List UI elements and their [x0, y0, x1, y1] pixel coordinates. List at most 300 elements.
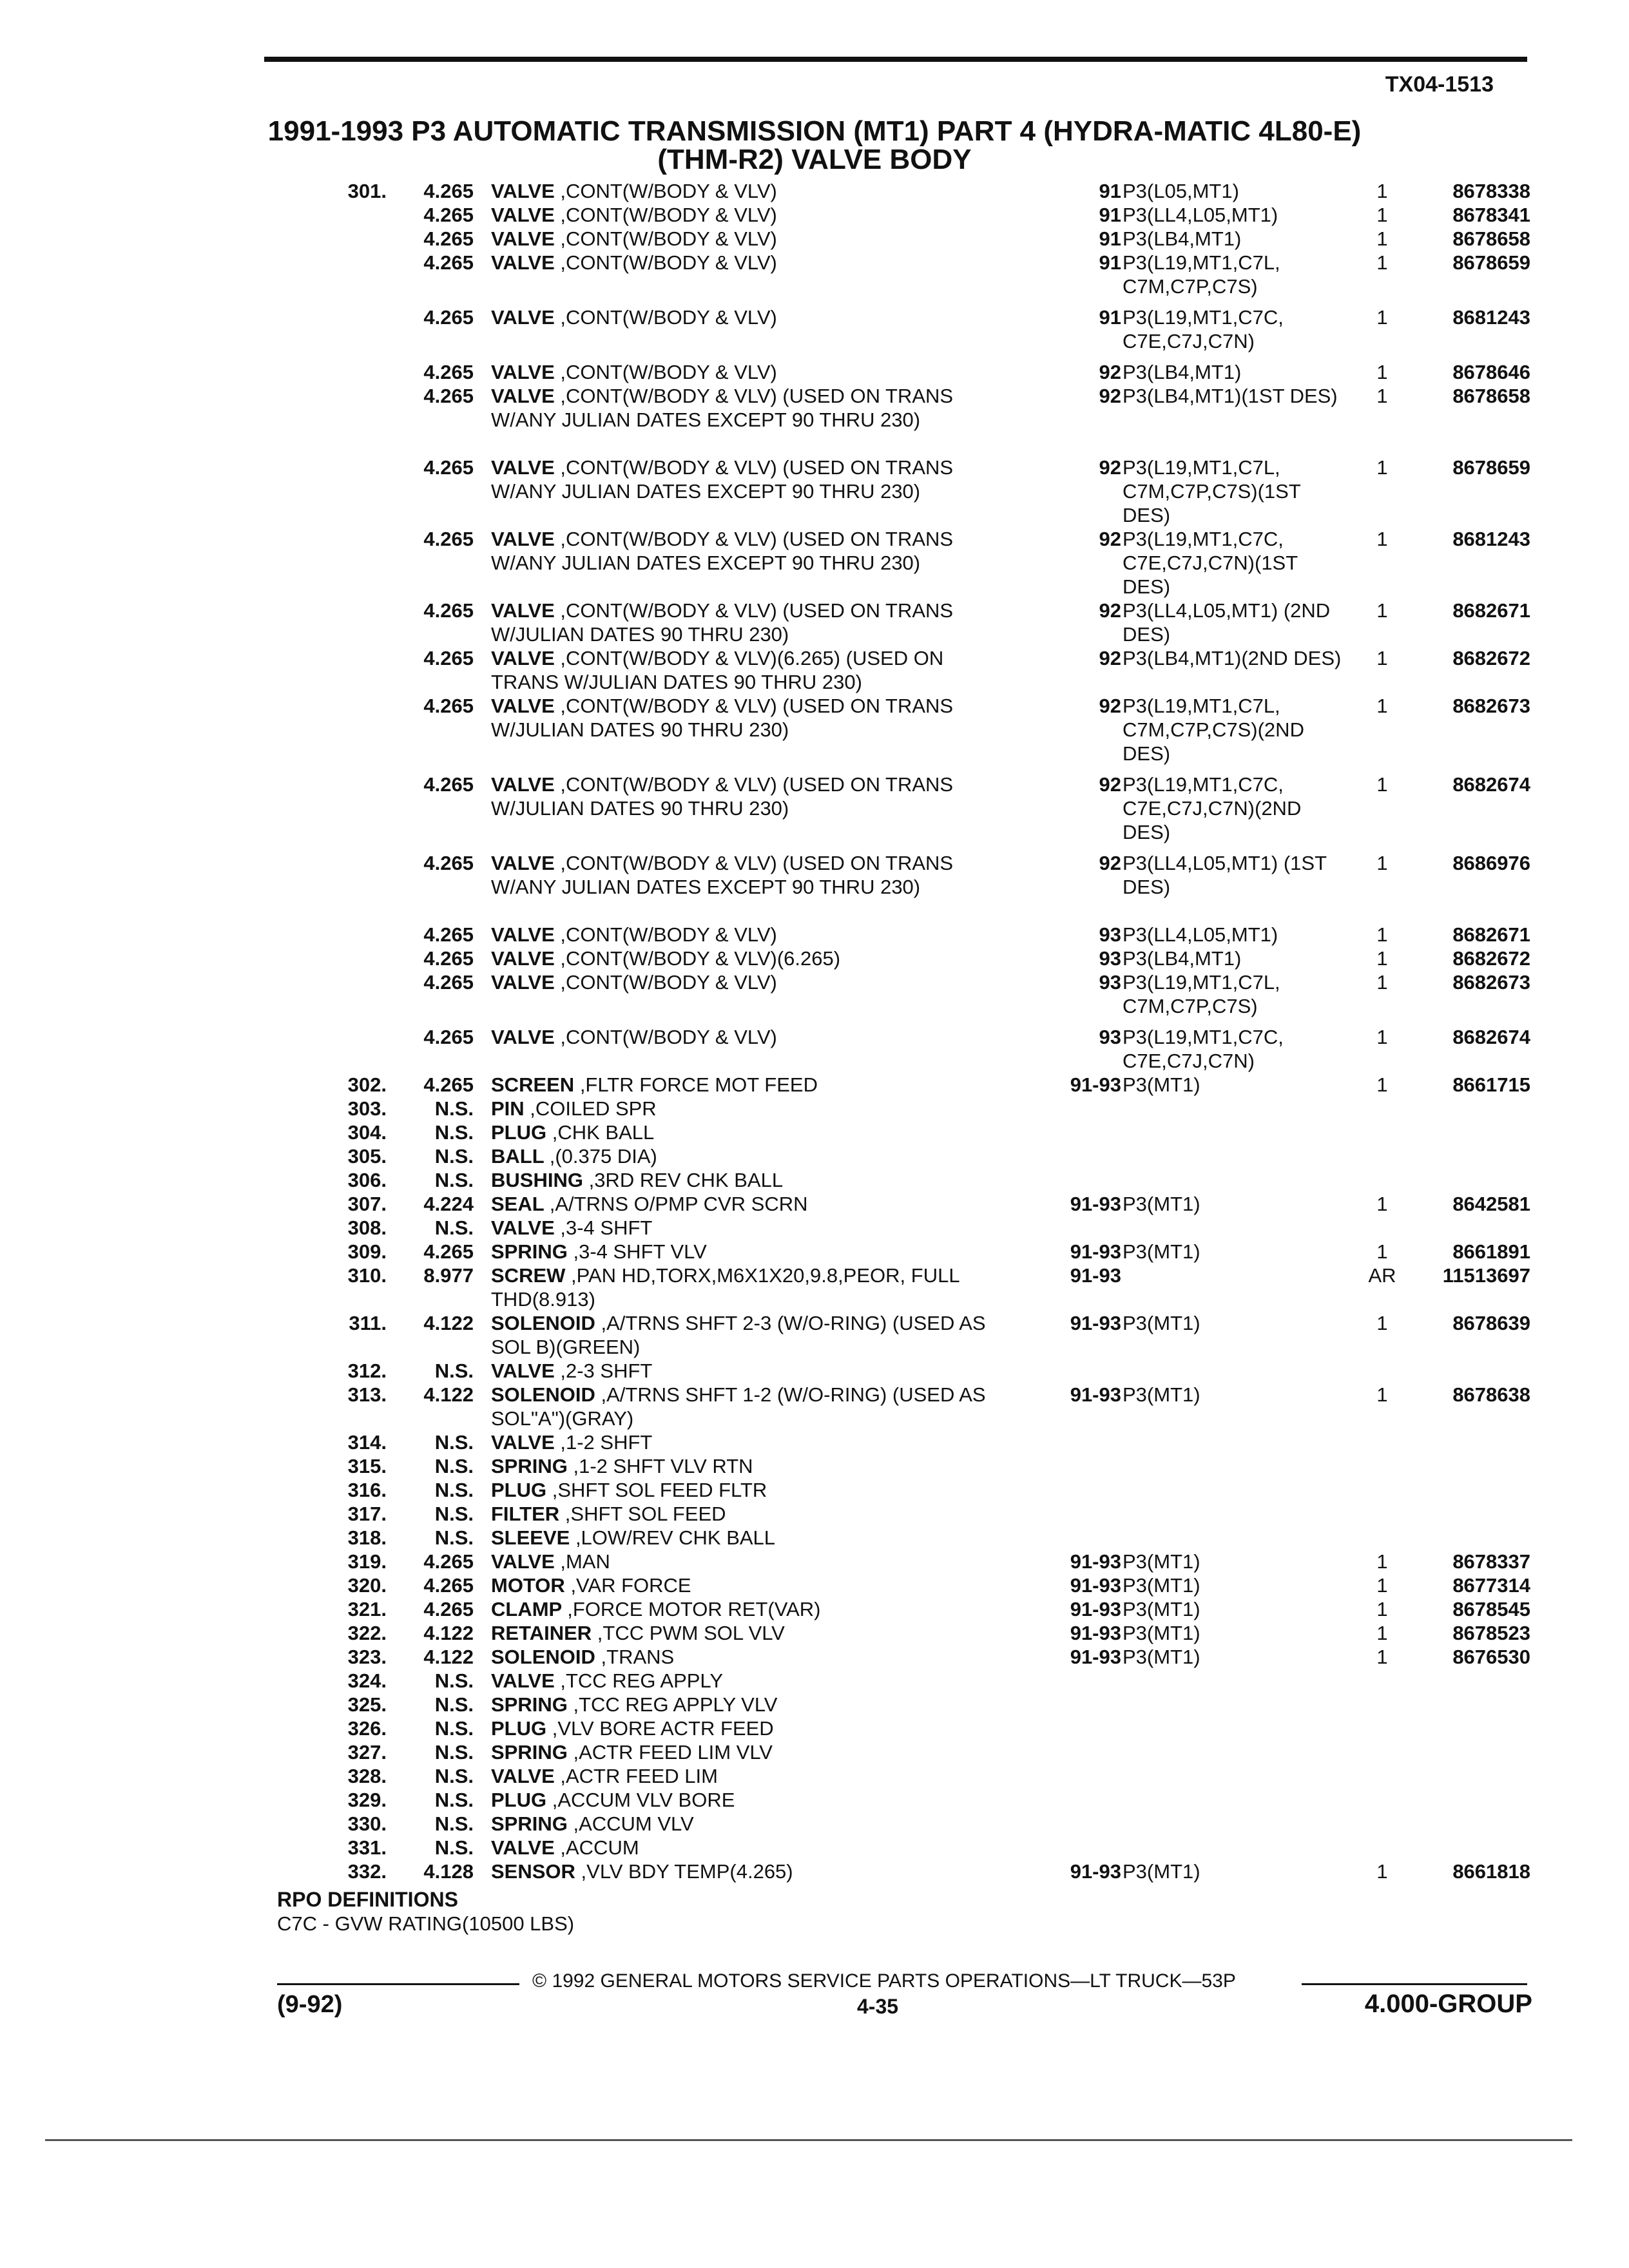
part-name: SOLENOID — [491, 1383, 601, 1407]
part-number: 8661715 — [1452, 1073, 1530, 1097]
application: P3(MT1) — [1123, 1240, 1200, 1264]
page-number: 4-35 — [857, 1995, 899, 2018]
part-detail: ,1-2 SHFT — [560, 1431, 653, 1454]
part-description — [491, 1192, 1007, 1216]
part-detail: ,1-2 SHFT VLV RTN — [573, 1455, 753, 1478]
model-year: 91-93 — [1070, 1312, 1121, 1335]
item-index: 303. — [347, 1097, 387, 1120]
item-index: 326. — [347, 1717, 387, 1740]
table-row — [0, 851, 1629, 923]
part-name: VALVE — [491, 385, 561, 408]
part-name: BALL — [491, 1145, 550, 1168]
parts-list — [0, 179, 1629, 1883]
quantity: 1 — [1376, 647, 1388, 670]
quantity: 1 — [1376, 251, 1388, 274]
item-index: 310. — [347, 1264, 387, 1287]
application: P3(LL4,L05,MT1) (2ND DES) — [1123, 599, 1331, 646]
item-index: 328. — [347, 1765, 387, 1788]
catalog-group: 4.265 — [423, 599, 474, 622]
part-number: 8682673 — [1452, 695, 1530, 718]
part-detail: ,CONT(W/BODY & VLV) — [560, 306, 777, 329]
part-description — [491, 694, 1007, 742]
part-detail: ,CONT(W/BODY & VLV) (USED ON TRANS W/ANY JULIAN DATES EXCEPT 90 THRU 230) — [491, 385, 954, 432]
part-number: 8682671 — [1452, 923, 1530, 947]
part-detail: ,ACCUM VLV BORE — [552, 1789, 735, 1812]
footer-rule-left — [277, 1983, 519, 1985]
quantity: 1 — [1376, 1240, 1388, 1264]
part-name: VALVE — [491, 695, 561, 718]
catalog-group: 4.265 — [423, 227, 474, 250]
part-description — [491, 1359, 1007, 1383]
table-row — [0, 970, 1629, 1025]
part-name: SENSOR — [491, 1860, 581, 1883]
part-name: PIN — [491, 1097, 530, 1120]
part-description — [491, 1860, 1007, 1883]
table-row — [0, 773, 1629, 851]
part-name: VALVE — [491, 1669, 561, 1693]
part-description — [491, 1573, 1007, 1597]
part-detail: ,2-3 SHFT — [560, 1360, 653, 1383]
model-year: 92 — [1099, 599, 1121, 622]
part-description — [491, 1716, 1007, 1740]
application: P3(MT1) — [1123, 1312, 1200, 1335]
quantity: 1 — [1376, 227, 1388, 250]
part-detail: ,CONT(W/BODY & VLV) — [560, 971, 777, 994]
model-year: 91-93 — [1070, 1383, 1121, 1407]
item-index: 330. — [347, 1812, 387, 1836]
item-index: 318. — [347, 1526, 387, 1550]
catalog-group: N.S. — [434, 1669, 474, 1693]
table-row — [0, 1120, 1629, 1144]
model-year: 91 — [1099, 180, 1121, 202]
table-row — [0, 947, 1629, 970]
part-name: VALVE — [491, 971, 561, 994]
part-description — [491, 923, 1007, 947]
part-number: 8678658 — [1452, 385, 1530, 408]
model-year: 91 — [1099, 306, 1121, 329]
part-description — [491, 1073, 1007, 1097]
part-description — [491, 599, 1007, 646]
model-year: 91-93 — [1070, 1073, 1121, 1097]
part-description — [491, 1216, 1007, 1240]
part-detail: ,FORCE MOTOR RET(VAR) — [567, 1598, 821, 1621]
table-row — [0, 1430, 1629, 1454]
catalog-group: 4.224 — [423, 1193, 474, 1216]
table-row — [0, 1240, 1629, 1264]
application: P3(L19,MT1,C7L, C7M,C7P,C7S)(2ND DES) — [1123, 695, 1304, 765]
part-detail: ,VAR FORCE — [570, 1574, 691, 1597]
quantity: 1 — [1376, 180, 1388, 202]
quantity: 1 — [1376, 923, 1388, 947]
part-name: VALVE — [491, 599, 561, 622]
catalog-group: 4.128 — [423, 1860, 474, 1883]
part-number: 8678337 — [1452, 1550, 1530, 1573]
table-row — [0, 1550, 1629, 1573]
table-row — [0, 1502, 1629, 1526]
part-description — [491, 1120, 1007, 1144]
part-detail: ,CONT(W/BODY & VLV) — [560, 251, 777, 274]
part-detail: ,ACCUM — [560, 1836, 639, 1860]
part-name: VALVE — [491, 227, 561, 250]
part-name: SPRING — [491, 1693, 574, 1716]
part-description — [491, 1430, 1007, 1454]
part-number: 8661891 — [1452, 1240, 1530, 1264]
part-number: 8682671 — [1452, 599, 1530, 622]
table-row — [0, 1669, 1629, 1693]
table-row — [0, 203, 1629, 227]
part-number: 8676530 — [1452, 1646, 1530, 1669]
footer-group: 4.000-GROUP — [1364, 1990, 1532, 2018]
rpo-definition: C7C - GVW RATING(10500 LBS) — [277, 1912, 575, 1935]
part-description — [491, 384, 1007, 432]
part-number: 8678659 — [1452, 456, 1530, 479]
item-index: 307. — [347, 1193, 387, 1216]
table-row — [0, 1716, 1629, 1740]
item-index: 332. — [347, 1860, 387, 1883]
part-detail: ,A/TRNS SHFT 2-3 (W/O-RING) (USED AS SOL B)(GREEN) — [491, 1312, 986, 1359]
table-row — [0, 456, 1629, 527]
part-description — [491, 527, 1007, 575]
model-year: 91-93 — [1070, 1264, 1121, 1287]
part-detail: ,CONT(W/BODY & VLV) (USED ON TRANS W/ANY JULIAN DATES EXCEPT 90 THRU 230) — [491, 456, 954, 503]
part-description — [491, 1669, 1007, 1693]
table-row — [0, 1526, 1629, 1550]
part-name: VALVE — [491, 361, 561, 384]
item-index: 301. — [347, 180, 387, 202]
part-detail: ,VLV BDY TEMP(4.265) — [581, 1860, 793, 1883]
quantity: 1 — [1376, 971, 1388, 994]
model-year: 91-93 — [1070, 1240, 1121, 1264]
part-detail: ,A/TRNS SHFT 1-2 (W/O-RING) (USED AS SOL"A")(GRAY) — [491, 1383, 986, 1430]
table-row — [0, 251, 1629, 305]
part-number: 8678523 — [1452, 1622, 1530, 1645]
application: P3(L19,MT1,C7C, C7E,C7J,C7N) — [1123, 306, 1284, 353]
item-index: 320. — [347, 1574, 387, 1597]
item-index: 319. — [347, 1550, 387, 1573]
application: P3(L19,MT1,C7C, C7E,C7J,C7N)(1ST DES) — [1123, 528, 1298, 599]
part-description — [491, 1597, 1007, 1621]
part-detail: ,TCC PWM SOL VLV — [597, 1622, 785, 1645]
part-description — [491, 456, 1007, 503]
table-row — [0, 1597, 1629, 1621]
part-number: 8678659 — [1452, 251, 1530, 274]
quantity: 1 — [1376, 1598, 1388, 1621]
catalog-group: N.S. — [434, 1693, 474, 1716]
quantity: 1 — [1376, 1574, 1388, 1597]
catalog-group: N.S. — [434, 1216, 474, 1240]
part-description — [491, 179, 1007, 203]
table-row — [0, 1645, 1629, 1669]
part-detail: ,3-4 SHFT — [560, 1216, 653, 1240]
catalog-group: 4.265 — [423, 1550, 474, 1573]
item-index: 329. — [347, 1789, 387, 1812]
table-row — [0, 384, 1629, 456]
model-year: 92 — [1099, 385, 1121, 408]
item-index: 311. — [349, 1312, 387, 1335]
catalog-group: 4.265 — [423, 695, 474, 718]
catalog-group: 8.977 — [423, 1264, 474, 1287]
catalog-group: N.S. — [434, 1455, 474, 1478]
table-row — [0, 527, 1629, 599]
part-name: VALVE — [491, 1216, 561, 1240]
part-name: VALVE — [491, 1836, 561, 1860]
table-row — [0, 1025, 1629, 1073]
footer-copyright: © 1992 GENERAL MOTORS SERVICE PARTS OPERATIONS—LT TRUCK—53P — [532, 1970, 1236, 1992]
part-name: BUSHING — [491, 1169, 589, 1192]
item-index: 306. — [347, 1169, 387, 1192]
item-index: 312. — [347, 1360, 387, 1383]
part-detail: ,CHK BALL — [552, 1121, 655, 1144]
application: P3(MT1) — [1123, 1073, 1200, 1097]
catalog-group: 4.265 — [423, 1574, 474, 1597]
model-year: 92 — [1099, 528, 1121, 551]
table-row — [0, 646, 1629, 694]
item-index: 315. — [347, 1455, 387, 1478]
part-name: PLUG — [491, 1789, 552, 1812]
part-detail: ,ACTR FEED LIM VLV — [573, 1741, 773, 1764]
part-number: 8678646 — [1452, 361, 1530, 384]
part-number: 8681243 — [1452, 528, 1530, 551]
catalog-group: 4.265 — [423, 306, 474, 329]
item-index: 331. — [347, 1836, 387, 1860]
application: P3(L19,MT1,C7C, C7E,C7J,C7N)(2ND DES) — [1123, 773, 1302, 844]
catalog-group: 4.265 — [423, 251, 474, 274]
part-name: PLUG — [491, 1121, 552, 1144]
part-name: SPRING — [491, 1812, 574, 1836]
catalog-group: 4.265 — [423, 1598, 474, 1621]
part-description — [491, 203, 1007, 227]
table-row — [0, 1740, 1629, 1764]
quantity: 1 — [1376, 1860, 1388, 1883]
page-title: 1991-1993 P3 AUTOMATIC TRANSMISSION (MT1) PART 4 (HYDRA-MATIC 4L80-E) — [267, 115, 1362, 147]
catalog-group: 4.265 — [423, 180, 474, 202]
catalog-group: N.S. — [434, 1121, 474, 1144]
part-detail: ,CONT(W/BODY & VLV) — [560, 180, 777, 202]
application: P3(L19,MT1,C7L, C7M,C7P,C7S) — [1123, 971, 1280, 1018]
part-name: PLUG — [491, 1479, 552, 1502]
part-description — [491, 227, 1007, 251]
part-description — [491, 1550, 1007, 1573]
part-number: 8678639 — [1452, 1312, 1530, 1335]
table-row — [0, 1788, 1629, 1812]
application: P3(LB4,MT1) — [1123, 227, 1242, 250]
part-number: 8682672 — [1452, 947, 1530, 970]
catalog-group: N.S. — [434, 1836, 474, 1860]
bottom-rule — [45, 2139, 1572, 2141]
catalog-group: 4.265 — [423, 1240, 474, 1264]
part-name: VALVE — [491, 528, 561, 551]
catalog-group: N.S. — [434, 1479, 474, 1502]
part-name: SCREW — [491, 1264, 571, 1287]
quantity: 1 — [1376, 204, 1388, 226]
part-detail: ,TCC REG APPLY VLV — [573, 1693, 778, 1716]
part-name: SPRING — [491, 1240, 574, 1264]
part-detail: ,CONT(W/BODY & VLV)(6.265) — [560, 947, 841, 970]
part-description — [491, 1812, 1007, 1836]
part-number: 8678545 — [1452, 1598, 1530, 1621]
part-number: 8682672 — [1452, 647, 1530, 670]
quantity: 1 — [1376, 528, 1388, 551]
footer-rule-right — [1302, 1983, 1527, 1985]
catalog-group: 4.265 — [423, 204, 474, 226]
item-index: 314. — [347, 1431, 387, 1454]
part-name: VALVE — [491, 1550, 561, 1573]
table-row — [0, 1144, 1629, 1168]
catalog-group: N.S. — [434, 1431, 474, 1454]
item-index: 325. — [347, 1693, 387, 1716]
part-description — [491, 1645, 1007, 1669]
table-row — [0, 923, 1629, 947]
model-year: 91 — [1099, 251, 1121, 274]
part-description — [491, 1836, 1007, 1860]
part-name: VALVE — [491, 306, 561, 329]
part-number: 8642581 — [1452, 1193, 1530, 1216]
part-detail: ,SHFT SOL FEED — [564, 1503, 726, 1526]
catalog-group: 4.122 — [423, 1622, 474, 1645]
quantity: 1 — [1376, 1550, 1388, 1573]
part-detail: ,CONT(W/BODY & VLV) — [560, 204, 777, 226]
quantity: 1 — [1376, 852, 1388, 875]
table-row — [0, 1264, 1629, 1311]
quantity: 1 — [1376, 695, 1388, 718]
part-name: VALVE — [491, 852, 561, 875]
item-index: 302. — [347, 1073, 387, 1097]
item-index: 324. — [347, 1669, 387, 1693]
catalog-group: N.S. — [434, 1097, 474, 1120]
part-description — [491, 947, 1007, 970]
part-detail: ,COILED SPR — [530, 1097, 657, 1120]
model-year: 91-93 — [1070, 1646, 1121, 1669]
table-row — [0, 599, 1629, 646]
application: P3(LB4,MT1)(1ST DES) — [1123, 385, 1338, 408]
part-description — [491, 360, 1007, 384]
quantity: 1 — [1376, 1383, 1388, 1407]
part-description — [491, 1144, 1007, 1168]
document-id: TX04-1513 — [1385, 72, 1494, 97]
table-row — [0, 1478, 1629, 1502]
item-index: 323. — [347, 1646, 387, 1669]
part-detail: ,(0.375 DIA) — [549, 1145, 657, 1168]
part-description — [491, 1168, 1007, 1192]
model-year: 93 — [1099, 1026, 1121, 1049]
catalog-group: 4.122 — [423, 1312, 474, 1335]
part-detail: ,3-4 SHFT VLV — [573, 1240, 707, 1264]
part-detail: ,A/TRNS O/PMP CVR SCRN — [549, 1193, 808, 1216]
part-name: VALVE — [491, 773, 561, 796]
rpo-heading: RPO DEFINITIONS — [277, 1888, 458, 1911]
part-name: VALVE — [491, 204, 561, 226]
part-detail: ,FLTR FORCE MOT FEED — [579, 1073, 818, 1097]
table-row — [0, 1311, 1629, 1359]
part-name: FILTER — [491, 1503, 565, 1526]
top-rule — [264, 57, 1527, 62]
application: P3(MT1) — [1123, 1646, 1200, 1669]
part-name: PLUG — [491, 1717, 552, 1740]
quantity: 1 — [1376, 773, 1388, 796]
catalog-group: 4.265 — [423, 947, 474, 970]
model-year: 91-93 — [1070, 1860, 1121, 1883]
quantity: 1 — [1376, 1193, 1388, 1216]
part-name: CLAMP — [491, 1598, 568, 1621]
part-description — [491, 1502, 1007, 1526]
part-name: VALVE — [491, 180, 561, 202]
model-year: 91-93 — [1070, 1574, 1121, 1597]
part-detail: ,TRANS — [601, 1646, 675, 1669]
table-row — [0, 305, 1629, 360]
application: P3(LL4,L05,MT1) (1ST DES) — [1123, 852, 1327, 899]
part-name: VALVE — [491, 456, 561, 479]
part-name: SCREEN — [491, 1073, 580, 1097]
application: P3(LB4,MT1) — [1123, 947, 1242, 970]
application: P3(L19,MT1,C7L, C7M,C7P,C7S)(1ST DES) — [1123, 456, 1301, 527]
model-year: 91-93 — [1070, 1550, 1121, 1573]
catalog-group: 4.122 — [423, 1646, 474, 1669]
part-detail: ,CONT(W/BODY & VLV) — [560, 227, 777, 250]
catalog-group: N.S. — [434, 1765, 474, 1788]
item-index: 327. — [347, 1741, 387, 1764]
catalog-group: N.S. — [434, 1812, 474, 1836]
footer-date: (9-92) — [277, 1991, 343, 2018]
table-row — [0, 1192, 1629, 1216]
model-year: 91-93 — [1070, 1598, 1121, 1621]
application: P3(MT1) — [1123, 1622, 1200, 1645]
item-index: 317. — [347, 1503, 387, 1526]
part-detail: ,CONT(W/BODY & VLV) — [560, 1026, 777, 1049]
quantity: 1 — [1376, 385, 1388, 408]
model-year: 91 — [1099, 227, 1121, 250]
part-detail: ,ACCUM VLV — [573, 1812, 694, 1836]
part-number: 8682673 — [1452, 971, 1530, 994]
catalog-group: 4.265 — [423, 1073, 474, 1097]
quantity: 1 — [1376, 1646, 1388, 1669]
catalog-group: N.S. — [434, 1145, 474, 1168]
part-detail: ,TCC REG APPLY — [560, 1669, 724, 1693]
item-index: 313. — [347, 1383, 387, 1407]
part-description — [491, 773, 1007, 820]
table-row — [0, 1860, 1629, 1883]
application: P3(LB4,MT1) — [1123, 361, 1242, 384]
part-description — [491, 1740, 1007, 1764]
part-name: SOLENOID — [491, 1312, 601, 1335]
part-detail: ,CONT(W/BODY & VLV) (USED ON TRANS W/JULIAN DATES 90 THRU 230) — [491, 773, 954, 820]
item-index: 309. — [347, 1240, 387, 1264]
part-description — [491, 305, 1007, 329]
page-subtitle: (THM-R2) VALVE BODY — [657, 144, 972, 175]
application: P3(LL4,L05,MT1) — [1123, 923, 1278, 947]
table-row — [0, 179, 1629, 203]
quantity: 1 — [1376, 947, 1388, 970]
part-description — [491, 1025, 1007, 1049]
model-year: 93 — [1099, 971, 1121, 994]
part-name: VALVE — [491, 647, 561, 670]
application: P3(L19,MT1,C7L, C7M,C7P,C7S) — [1123, 251, 1280, 298]
table-row — [0, 360, 1629, 384]
table-row — [0, 1693, 1629, 1716]
catalog-group: N.S. — [434, 1360, 474, 1383]
part-description — [491, 1764, 1007, 1788]
catalog-group: 4.265 — [423, 528, 474, 551]
application: P3(MT1) — [1123, 1860, 1200, 1883]
model-year: 91 — [1099, 204, 1121, 226]
catalog-group: N.S. — [434, 1169, 474, 1192]
application: P3(LB4,MT1)(2ND DES) — [1123, 647, 1342, 670]
part-detail: ,VLV BORE ACTR FEED — [552, 1717, 774, 1740]
application: P3(MT1) — [1123, 1550, 1200, 1573]
part-name: VALVE — [491, 1431, 561, 1454]
item-index: 316. — [347, 1479, 387, 1502]
part-number: 8678658 — [1452, 227, 1530, 250]
catalog-group: 4.265 — [423, 1026, 474, 1049]
